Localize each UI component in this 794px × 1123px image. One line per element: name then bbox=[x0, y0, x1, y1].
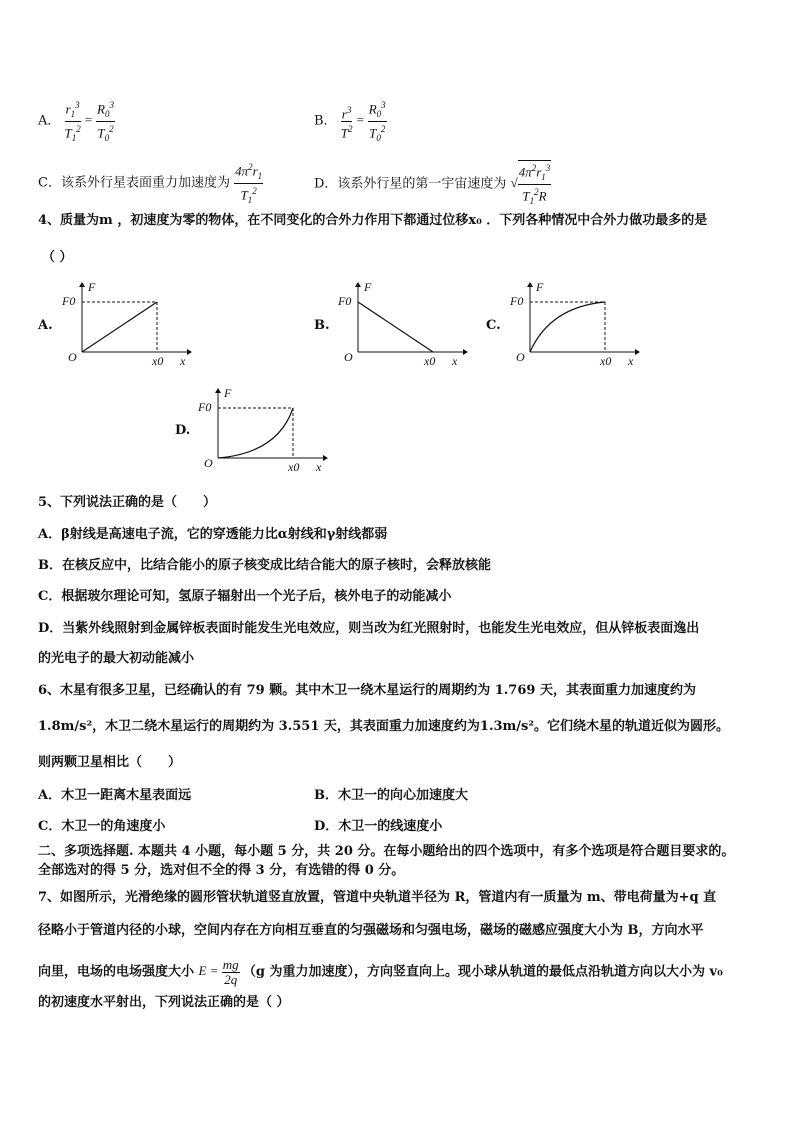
q6-option-a[interactable]: A．木卫一距离木星表面远 bbox=[38, 788, 192, 803]
formula-a: $\frac{r_1^3}{T_1^2}$ = $\frac{R_0^3}{T_0^2}$ bbox=[64, 100, 114, 143]
q6-option-d[interactable]: D．木卫一的线速度小 bbox=[314, 819, 443, 834]
q7-line1: 7、如图所示，光滑绝缘的圆形管状轨道竖直放置，管道中央轨道半径为 R，管道内有一质量为 m、带电荷量为+q 直 bbox=[38, 890, 717, 905]
option-text: D．该系外行星的第一宇宙速度为 bbox=[314, 176, 507, 192]
q5-option-d[interactable]: D．当紫外线照射到金属锌板表面时能发生光电效应，则当改为红光照射时，也能发生光电效应，但从锌板表面逸出 bbox=[38, 621, 700, 636]
q6-line2: 1.8m/s²，木卫二绕木星运行的周期约为 3.551 天，其表面重力加速度约为1.3m/s²。它们绕木星的轨道近似为圆形。 bbox=[38, 719, 730, 734]
graph-c-label: C. bbox=[486, 318, 501, 333]
axis-origin-label: O bbox=[204, 456, 213, 470]
axis-x-label: x bbox=[452, 354, 458, 368]
section2-line1: 二、多项选择题. 本题共 4 小题，每小题 5 分，共 20 分。在每小题给出的四个选项中，有多个选项是符合题目要求的。 bbox=[38, 844, 735, 859]
axis-x-label: x bbox=[180, 354, 186, 368]
formula-e: E = $\frac{mg}{2q}$ bbox=[198, 957, 239, 987]
q3-option-c[interactable] bbox=[38, 160, 263, 207]
axis-x-label: x bbox=[316, 460, 322, 474]
q7-line3 bbox=[38, 958, 723, 987]
q7-line3-part2: （g 为重力加速度），方向竖直向上。现小球从轨道的最低点沿轨道方向以大小为 v₀ bbox=[242, 964, 723, 980]
axis-x0-label: x0 bbox=[424, 354, 436, 368]
q3-option-b[interactable] bbox=[314, 98, 387, 145]
q3-option-a[interactable] bbox=[38, 98, 115, 145]
q6-option-c[interactable]: C．木卫一的角速度小 bbox=[38, 819, 166, 834]
axis-f0-label: F0 bbox=[198, 400, 212, 414]
axis-f0-label: F0 bbox=[62, 294, 76, 308]
axis-x-label: x bbox=[628, 354, 634, 368]
q7-line3-part1: 向里，电场的电场强度大小 bbox=[38, 964, 195, 980]
axis-f-label: F bbox=[536, 280, 544, 294]
graph-a bbox=[62, 282, 192, 372]
graph-d-label: D. bbox=[175, 423, 191, 438]
graph-b-label: B. bbox=[314, 318, 330, 333]
q5-option-c[interactable]: C．根据玻尔理论可知，氢原子辐射出一个光子后，核外电子的动能减小 bbox=[38, 589, 452, 604]
axis-f-label: F bbox=[88, 280, 96, 294]
axis-f-label: F bbox=[364, 280, 372, 294]
q5-stem: 5、下列说法正确的是（ ） bbox=[38, 495, 217, 510]
formula-d: √ $\frac{4\pi^2r_1^3}{T_1^2R}$ bbox=[511, 175, 552, 190]
axis-x0-label: x0 bbox=[600, 354, 612, 368]
q6-option-b[interactable]: B．木卫一的向心加速度大 bbox=[314, 788, 468, 803]
q3-option-d[interactable] bbox=[314, 160, 551, 208]
axis-origin-label: O bbox=[344, 350, 353, 364]
q7-line4: 的初速度水平射出，下列说法正确的是（ ） bbox=[38, 995, 290, 1010]
axis-origin-label: O bbox=[516, 350, 525, 364]
axis-f0-label: F0 bbox=[510, 294, 524, 308]
q4-stem: 4、质量为m ，初速度为零的物体，在不同变化的合外力作用下都通过位移x₀ ．下列各种情况中合外力做功最多的是 bbox=[38, 213, 708, 228]
q5-option-a[interactable]: A．β射线是高速电子流，它的穿透能力比α射线和γ射线都弱 bbox=[38, 527, 388, 542]
option-text: C．该系外行星表面重力加速度为 bbox=[38, 175, 230, 191]
axis-f-label: F bbox=[224, 386, 232, 400]
graph-d bbox=[198, 388, 328, 478]
q7-line2: 径略小于管道内径的小球，空间内存在方向相互垂直的匀强磁场和匀强电场，磁场的磁感应强度大小为 B，方向水平 bbox=[38, 923, 704, 938]
axis-x0-label: x0 bbox=[152, 354, 164, 368]
graph-c bbox=[510, 282, 640, 372]
section2-line2: 全部选对的得 5 分，选对但不全的得 3 分，有选错的得 0 分。 bbox=[38, 863, 405, 878]
q6-line3: 则两颗卫星相比（ ） bbox=[38, 755, 182, 770]
axis-origin-label: O bbox=[68, 350, 77, 364]
formula-b: $\frac{r^3}{T^2}$ = $\frac{R_0^3}{T_0^2}$ bbox=[340, 100, 386, 143]
axis-x0-label: x0 bbox=[288, 460, 300, 474]
q4-paren: （ ） bbox=[42, 250, 73, 265]
option-label: A． bbox=[38, 113, 61, 129]
axis-f0-label: F0 bbox=[338, 294, 352, 308]
formula-c: $\frac{4\pi^2r_1}{T_1^2}$ bbox=[235, 162, 263, 205]
graph-b bbox=[338, 282, 468, 372]
option-label: B． bbox=[314, 113, 337, 129]
q5-option-b[interactable]: B．在核反应中，比结合能小的原子核变成比结合能大的原子核时，会释放核能 bbox=[38, 558, 491, 573]
q5-option-d-cont: 的光电子的最大初动能减小 bbox=[38, 651, 195, 666]
q6-line1: 6、木星有很多卫星，已经确认的有 79 颗。其中木卫一绕木星运行的周期约为 1.769 天，其表面重力加速度约为 bbox=[38, 683, 696, 698]
graph-a-label: A. bbox=[38, 318, 53, 333]
